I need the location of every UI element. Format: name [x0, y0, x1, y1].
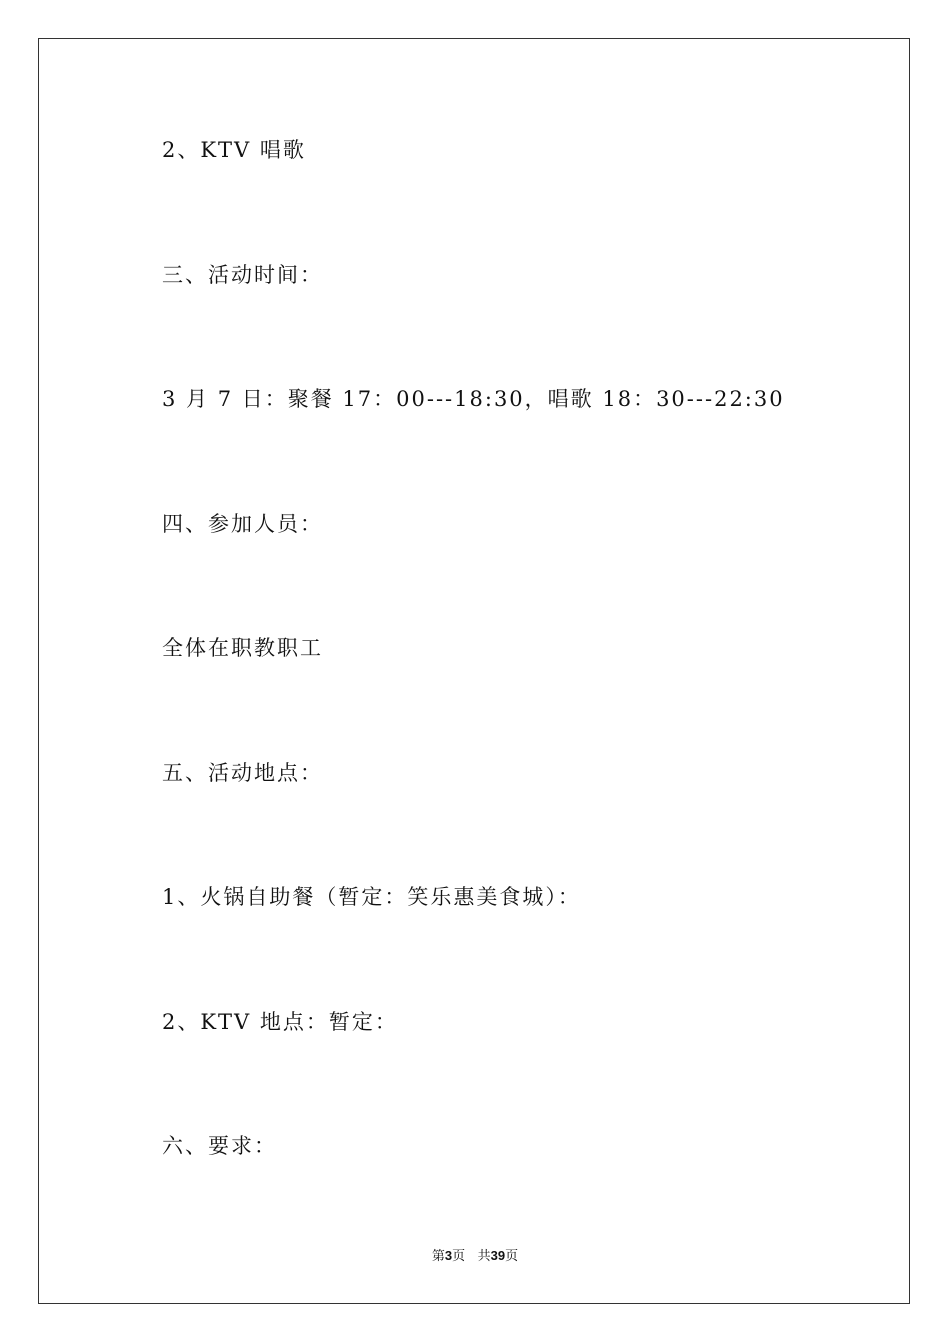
heading-requirements: 六、要求：	[162, 1134, 277, 1158]
heading-activity-time: 三、活动时间：	[162, 263, 323, 287]
footer-total-suffix: 页	[505, 1249, 519, 1264]
footer-page-prefix: 第	[431, 1249, 445, 1264]
text-line-ktv-location: 2、KTV 地点：暂定：	[162, 1010, 398, 1034]
page-frame	[38, 38, 910, 1304]
text-line-all-staff: 全体在职教职工	[162, 636, 323, 660]
heading-activity-location: 五、活动地点：	[162, 761, 323, 785]
text-line-ktv-singing: 2、KTV 唱歌	[162, 138, 306, 162]
heading-participants: 四、参加人员：	[162, 512, 323, 536]
page-footer	[0, 1247, 950, 1266]
footer-total-prefix: 共	[477, 1249, 491, 1264]
footer-total-pages: 39	[490, 1248, 506, 1263]
text-line-schedule: 3 月 7 日：聚餐 17：00---18:30，唱歌 18：30---22:30	[162, 387, 785, 411]
footer-page-suffix: 页	[452, 1249, 466, 1264]
text-line-hotpot-buffet: 1、火锅自助餐（暂定：笑乐惠美食城）：	[162, 885, 581, 909]
footer-page-number: 3	[444, 1248, 453, 1263]
